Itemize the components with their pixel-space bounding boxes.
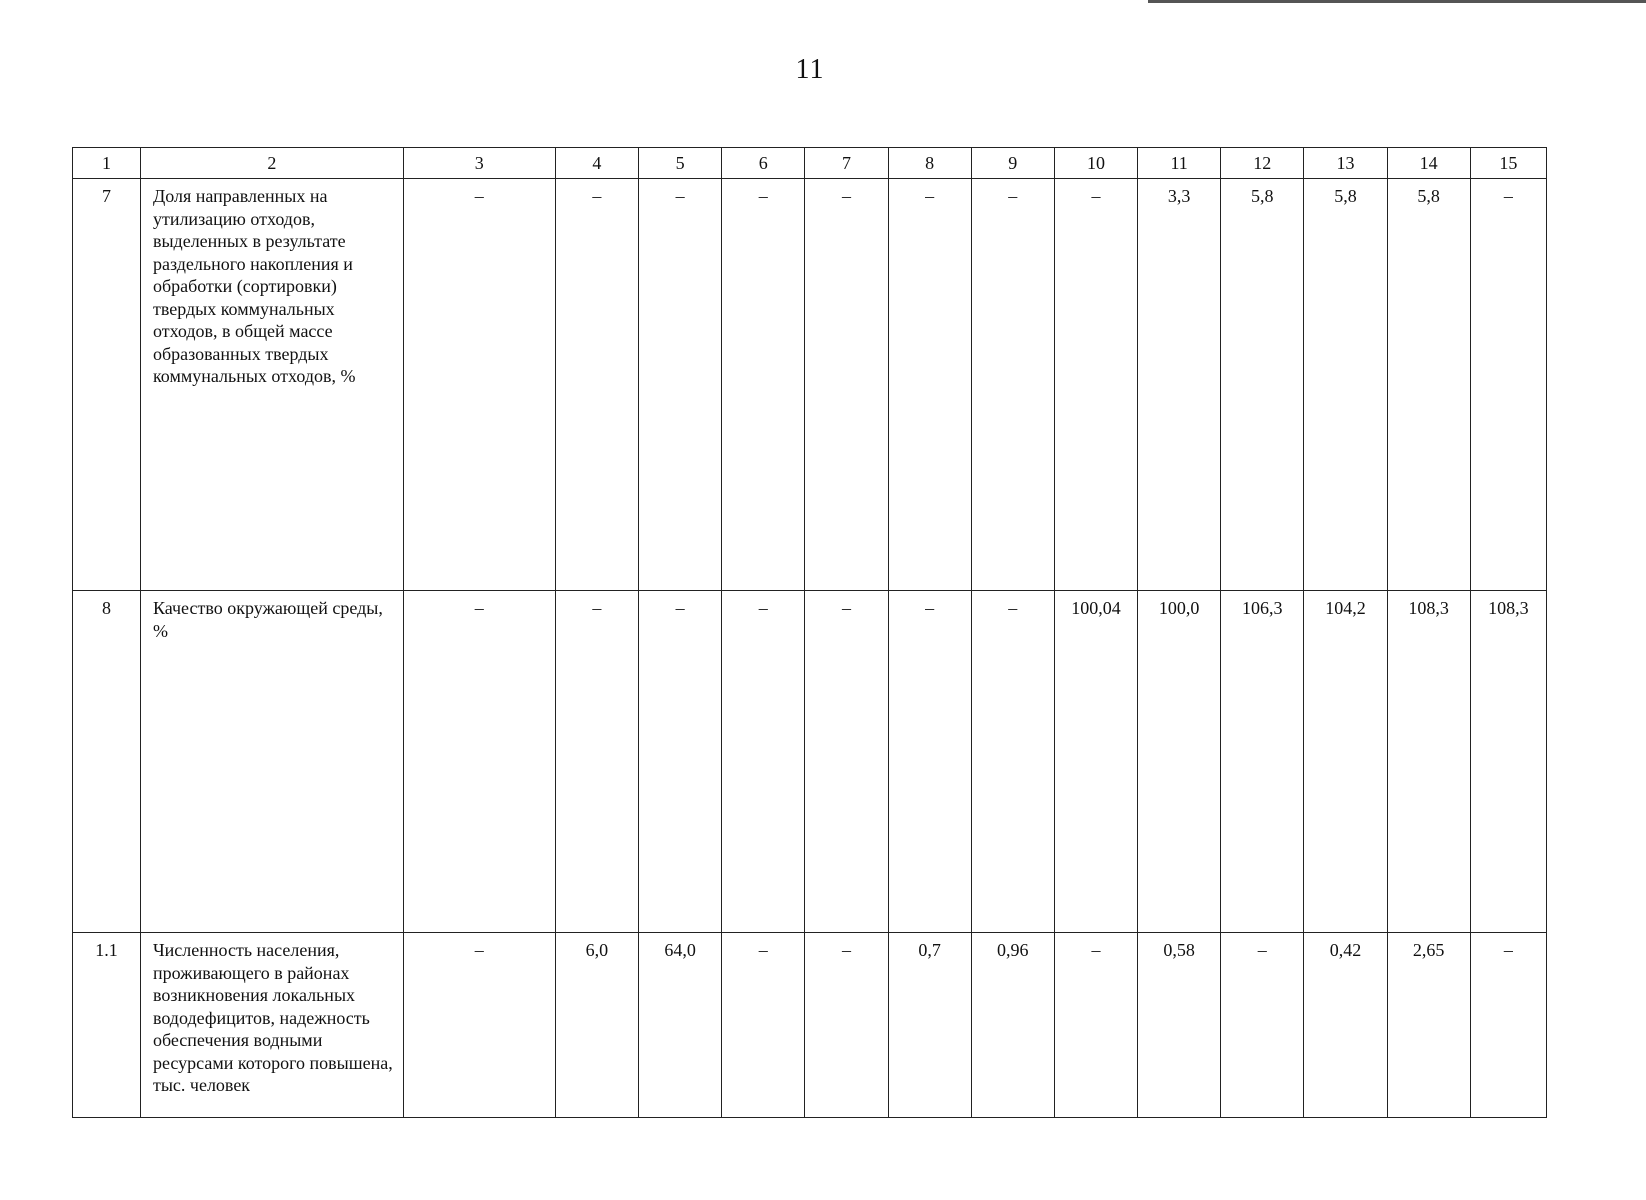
- value-cell: –: [1470, 933, 1546, 1118]
- value-cell: –: [805, 179, 888, 591]
- value-cell: 64,0: [639, 933, 722, 1118]
- value-cell: –: [971, 179, 1054, 591]
- column-header: 8: [888, 148, 971, 179]
- column-header: 7: [805, 148, 888, 179]
- value-cell: 100,0: [1138, 591, 1221, 933]
- column-header: 10: [1054, 148, 1137, 179]
- column-header: 2: [140, 148, 403, 179]
- value-cell: –: [1470, 179, 1546, 591]
- row-number: 1.1: [73, 933, 141, 1118]
- value-cell: –: [722, 179, 805, 591]
- value-cell: –: [403, 933, 555, 1118]
- column-number-header-row: [73, 148, 1547, 179]
- value-cell: –: [888, 179, 971, 591]
- value-cell: 108,3: [1470, 591, 1546, 933]
- value-cell: 3,3: [1138, 179, 1221, 591]
- value-cell: –: [888, 591, 971, 933]
- column-header: 14: [1387, 148, 1470, 179]
- value-cell: 106,3: [1221, 591, 1304, 933]
- value-cell: 0,96: [971, 933, 1054, 1118]
- indicator-description: Качество окружающей среды, %: [140, 591, 403, 933]
- table-row: [73, 179, 1547, 591]
- column-header: 13: [1304, 148, 1387, 179]
- value-cell: –: [1221, 933, 1304, 1118]
- value-cell: –: [403, 179, 555, 591]
- value-cell: –: [639, 179, 722, 591]
- value-cell: 2,65: [1387, 933, 1470, 1118]
- column-header: 1: [73, 148, 141, 179]
- row-number: 7: [73, 179, 141, 591]
- value-cell: –: [805, 933, 888, 1118]
- value-cell: –: [555, 591, 638, 933]
- value-cell: 5,8: [1221, 179, 1304, 591]
- value-cell: 104,2: [1304, 591, 1387, 933]
- row-number: 8: [73, 591, 141, 933]
- column-header: 11: [1138, 148, 1221, 179]
- column-header: 9: [971, 148, 1054, 179]
- top-edge-rule: [1148, 0, 1646, 3]
- value-cell: 0,7: [888, 933, 971, 1118]
- value-cell: –: [1054, 933, 1137, 1118]
- indicator-description: Доля направленных на утилизацию отходов, выделенных в результате раздельного накопления и обработки (сортировки) твердых коммунальных отходов, в общей массе образованных твердых коммунальных отходов, %: [140, 179, 403, 591]
- value-cell: 100,04: [1054, 591, 1137, 933]
- indicators-table: [72, 147, 1547, 1118]
- value-cell: 108,3: [1387, 591, 1470, 933]
- table-row: [73, 591, 1547, 933]
- column-header: 4: [555, 148, 638, 179]
- table-row: [73, 933, 1547, 1118]
- column-header: 15: [1470, 148, 1546, 179]
- value-cell: –: [403, 591, 555, 933]
- value-cell: 5,8: [1387, 179, 1470, 591]
- column-header: 3: [403, 148, 555, 179]
- page-number: 11: [795, 54, 825, 85]
- column-header: 12: [1221, 148, 1304, 179]
- value-cell: 0,42: [1304, 933, 1387, 1118]
- value-cell: 6,0: [555, 933, 638, 1118]
- value-cell: –: [805, 591, 888, 933]
- column-header: 6: [722, 148, 805, 179]
- value-cell: –: [722, 591, 805, 933]
- value-cell: 5,8: [1304, 179, 1387, 591]
- value-cell: –: [971, 591, 1054, 933]
- value-cell: –: [722, 933, 805, 1118]
- value-cell: 0,58: [1138, 933, 1221, 1118]
- column-header: 5: [639, 148, 722, 179]
- value-cell: –: [639, 591, 722, 933]
- value-cell: –: [1054, 179, 1137, 591]
- value-cell: –: [555, 179, 638, 591]
- indicator-description: Численность населения, проживающего в районах возникновения локальных вододефицитов, надежность обеспечения водными ресурсами которого повышена, тыс. человек: [140, 933, 403, 1118]
